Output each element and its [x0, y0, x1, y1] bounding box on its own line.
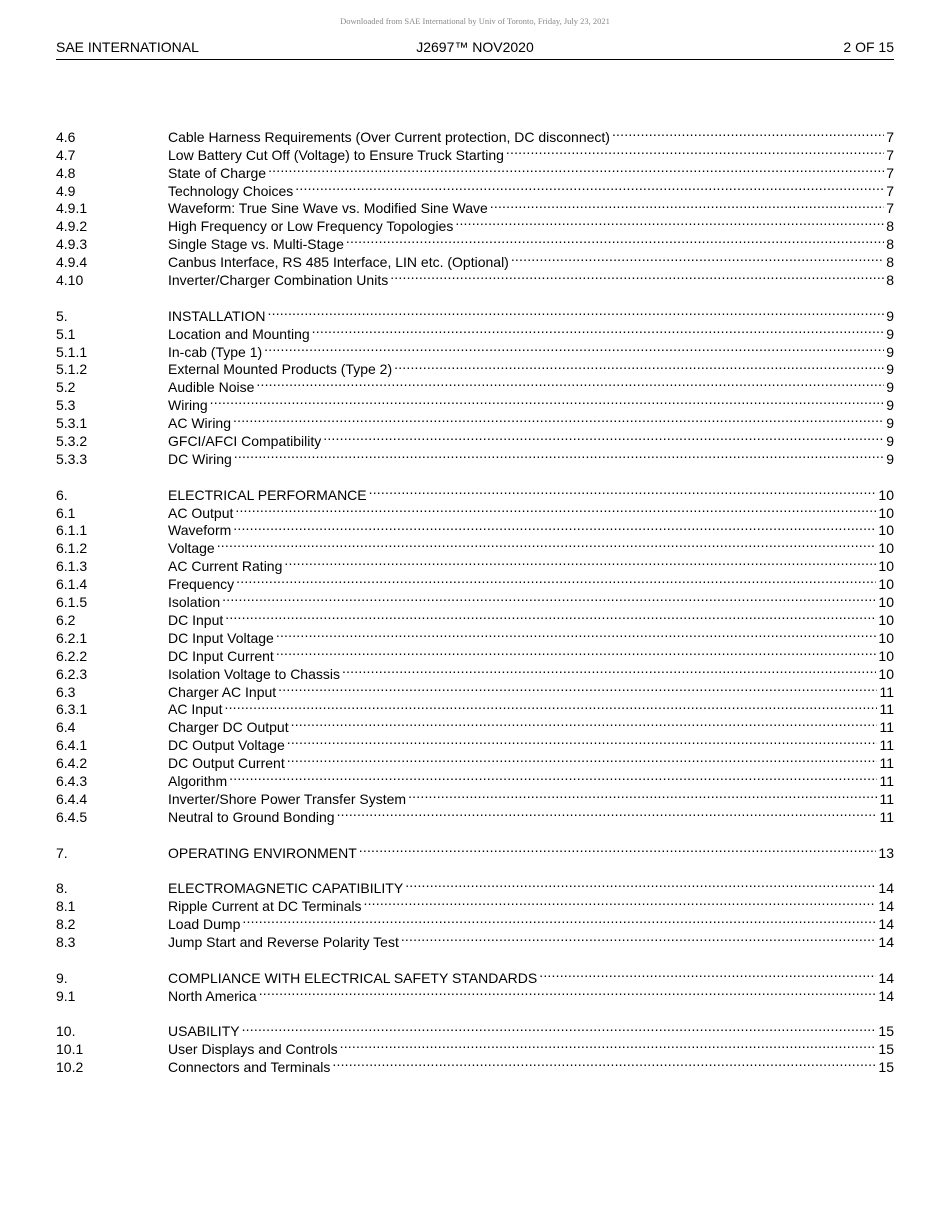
page-header	[56, 39, 894, 60]
toc-leader-dots	[233, 518, 876, 536]
toc-entry-number: 6.4.1	[56, 737, 88, 754]
toc-entry-number: 6.2.2	[56, 647, 88, 664]
toc-entry-number: 5.	[56, 307, 68, 324]
toc-leader-dots	[291, 714, 878, 732]
toc-entry-page: 9	[886, 343, 894, 360]
toc-entry-page: 10	[878, 665, 894, 682]
toc-entry-number: 4.9.4	[56, 254, 88, 271]
toc-entry-page: 14	[878, 933, 894, 950]
toc-entry-page: 9	[886, 450, 894, 467]
toc-entry-page: 11	[879, 755, 894, 772]
toc-entry-title: DC Wiring	[168, 450, 232, 467]
toc-entry-page: 11	[879, 808, 894, 825]
toc-entry-page: 10	[878, 540, 894, 557]
toc-section-group	[56, 965, 894, 1004]
toc-entry-title: Algorithm	[168, 772, 228, 789]
toc-leader-dots	[511, 249, 884, 267]
toc-leader-dots	[284, 553, 876, 571]
toc-entry-title: Isolation	[168, 594, 221, 611]
toc-entry-number: 10.1	[56, 1041, 84, 1058]
toc-entry-title: High Frequency or Low Frequency Topologies	[168, 218, 454, 235]
toc-entry-page: 8	[886, 272, 894, 289]
toc-entry-title: State of Charge	[168, 164, 267, 181]
toc-entry-page: 11	[879, 719, 894, 736]
toc-leader-dots	[233, 410, 884, 428]
toc-leader-dots	[268, 160, 884, 178]
toc-leader-dots	[276, 643, 877, 661]
toc-entry-page: 10	[878, 629, 894, 646]
toc-entry-number: 5.2	[56, 379, 76, 396]
toc-leader-dots	[295, 178, 884, 196]
toc-entry[interactable]	[56, 875, 894, 897]
toc-leader-dots	[337, 804, 878, 822]
toc-entry-number: 6.4.3	[56, 772, 88, 789]
toc-section-group	[56, 875, 894, 950]
toc-leader-dots	[287, 750, 878, 768]
toc-leader-dots	[242, 1019, 877, 1037]
toc-entry-page: 7	[886, 164, 894, 181]
toc-entry-number: 10.	[56, 1023, 76, 1040]
toc-entry-number: 4.9	[56, 182, 76, 199]
toc-entry-number: 4.9.3	[56, 236, 88, 253]
toc-entry-number: 6.1.5	[56, 594, 88, 611]
toc-entry-number: 6.4.4	[56, 790, 88, 807]
toc-entry-page: 11	[879, 701, 894, 718]
toc-entry-page: 10	[878, 504, 894, 521]
toc-leader-dots	[268, 303, 885, 321]
toc-entry-title: Isolation Voltage to Chassis	[168, 665, 340, 682]
toc-entry-number: 6.2	[56, 611, 76, 628]
toc-leader-dots	[332, 1054, 876, 1072]
toc-leader-dots	[287, 732, 878, 750]
toc-entry-page: 14	[878, 898, 894, 915]
toc-leader-dots	[323, 428, 884, 446]
toc-entry-number: 6.	[56, 486, 68, 503]
toc-entry-page: 15	[878, 1041, 894, 1058]
toc-entry-page: 10	[878, 522, 894, 539]
toc-entry-number: 8.	[56, 880, 68, 897]
toc-entry-title: Waveform	[168, 522, 232, 539]
toc-leader-dots	[242, 911, 876, 929]
toc-entry-title: DC Input	[168, 611, 224, 628]
toc-leader-dots	[401, 929, 877, 947]
toc-leader-dots	[506, 142, 884, 160]
toc-entry-title: Voltage	[168, 540, 215, 557]
toc-leader-dots	[259, 983, 877, 1001]
toc-entry-number: 8.2	[56, 916, 76, 933]
table-of-contents	[56, 124, 894, 1090]
toc-entry-title: Location and Mounting	[168, 325, 310, 342]
toc-entry-number: 9.1	[56, 987, 76, 1004]
toc-entry-page: 8	[886, 218, 894, 235]
toc-entry-title: AC Input	[168, 701, 223, 718]
toc-entry-title: Frequency	[168, 576, 235, 593]
toc-leader-dots	[346, 231, 884, 249]
toc-entry-title: North America	[168, 987, 257, 1004]
toc-leader-dots	[278, 679, 877, 697]
toc-entry-number: 7.	[56, 844, 68, 861]
toc-entry-page: 10	[878, 594, 894, 611]
toc-entry-title: Inverter/Shore Power Transfer System	[168, 790, 407, 807]
toc-entry-number: 6.4.2	[56, 755, 88, 772]
toc-entry-title: AC Wiring	[168, 415, 232, 432]
toc-leader-dots	[210, 392, 885, 410]
toc-entry-page: 10	[878, 611, 894, 628]
toc-entry-title: In-cab (Type 1)	[168, 343, 263, 360]
toc-leader-dots	[390, 267, 884, 285]
toc-entry-title: Charger DC Output	[168, 719, 289, 736]
toc-entry-number: 5.3.3	[56, 450, 88, 467]
toc-entry-title: GFCI/AFCI Compatibility	[168, 433, 322, 450]
toc-entry-title: OPERATING ENVIRONMENT	[168, 844, 357, 861]
header-document-id: J2697™ NOV2020	[416, 39, 534, 55]
toc-entry-number: 4.6	[56, 128, 76, 145]
toc-entry-page: 9	[886, 397, 894, 414]
toc-entry[interactable]	[56, 840, 894, 861]
toc-entry-number: 6.1.4	[56, 576, 88, 593]
toc-entry-page: 15	[878, 1059, 894, 1076]
toc-entry-number: 5.1.1	[56, 343, 88, 360]
toc-entry-title: DC Input Voltage	[168, 629, 274, 646]
toc-entry-page: 8	[886, 236, 894, 253]
toc-section-group	[56, 303, 894, 467]
toc-entry-title: Cable Harness Requirements (Over Current protection, DC disconnect)	[168, 128, 610, 145]
toc-leader-dots	[264, 339, 884, 357]
toc-entry-number: 5.3.2	[56, 433, 88, 450]
toc-entry-page: 10	[878, 576, 894, 593]
toc-leader-dots	[256, 374, 884, 392]
toc-entry-number: 9.	[56, 969, 68, 986]
toc-entry-number: 6.1.2	[56, 540, 88, 557]
toc-entry-number: 6.1.1	[56, 522, 88, 539]
toc-leader-dots	[408, 786, 877, 804]
toc-entry-title: Jump Start and Reverse Polarity Test	[168, 933, 399, 950]
toc-entry-page: 7	[886, 200, 894, 217]
toc-entry-page: 7	[886, 182, 894, 199]
toc-entry-title: User Displays and Controls	[168, 1041, 338, 1058]
toc-entry[interactable]	[56, 965, 894, 986]
toc-section-group	[56, 482, 894, 825]
toc-leader-dots	[539, 965, 876, 983]
toc-entry-number: 5.1.2	[56, 361, 88, 378]
toc-entry-title: COMPLIANCE WITH ELECTRICAL SAFETY STANDARDS	[168, 969, 538, 986]
toc-leader-dots	[235, 500, 876, 518]
toc-entry-title: Low Battery Cut Off (Voltage) to Ensure Truck Starting	[168, 146, 504, 163]
toc-entry-page: 11	[879, 790, 894, 807]
toc-entry-title: DC Input Current	[168, 647, 274, 664]
toc-entry-title: AC Current Rating	[168, 558, 283, 575]
toc-entry-page: 10	[878, 486, 894, 503]
toc-leader-dots	[363, 893, 876, 911]
toc-entry-title: ELECTROMAGNETIC CAPATIBILITY	[168, 880, 404, 897]
toc-entry-title: Ripple Current at DC Terminals	[168, 898, 362, 915]
toc-entry-number: 6.3	[56, 683, 76, 700]
toc-entry-title: Load Dump	[168, 916, 241, 933]
toc-section-group	[56, 124, 894, 289]
toc-entry-number: 5.3	[56, 397, 76, 414]
toc-leader-dots	[224, 697, 877, 715]
toc-leader-dots	[225, 607, 876, 625]
toc-entry-title: Connectors and Terminals	[168, 1059, 331, 1076]
toc-entry-page: 10	[878, 647, 894, 664]
toc-entry[interactable]	[56, 303, 894, 324]
toc-entry-page: 9	[886, 361, 894, 378]
toc-entry-page: 7	[886, 146, 894, 163]
toc-entry[interactable]	[56, 124, 894, 145]
toc-entry-title: Inverter/Charger Combination Units	[168, 272, 389, 289]
toc-entry-page: 15	[878, 1023, 894, 1040]
toc-entry-page: 9	[886, 433, 894, 450]
toc-entry-number: 8.3	[56, 933, 76, 950]
toc-entry-title: DC Output Current	[168, 755, 285, 772]
toc-entry-number: 4.10	[56, 272, 84, 289]
toc-leader-dots	[394, 357, 884, 375]
toc-entry-number: 6.3.1	[56, 701, 88, 718]
toc-entry-title: Waveform: True Sine Wave vs. Modified Sine Wave	[168, 200, 488, 217]
toc-section-group	[56, 1019, 894, 1076]
toc-leader-dots	[369, 482, 877, 500]
toc-entry-page: 14	[878, 969, 894, 986]
toc-leader-dots	[342, 661, 876, 679]
toc-entry-page: 9	[886, 415, 894, 432]
toc-leader-dots	[234, 446, 884, 464]
toc-entry-title: External Mounted Products (Type 2)	[168, 361, 393, 378]
toc-leader-dots	[490, 196, 884, 214]
toc-entry-page: 7	[886, 128, 894, 145]
toc-entry-title: INSTALLATION	[168, 307, 266, 324]
toc-entry-page: 9	[886, 379, 894, 396]
toc-entry[interactable]	[56, 482, 894, 503]
toc-entry-page: 14	[878, 987, 894, 1004]
toc-leader-dots	[312, 321, 885, 339]
toc-entry-number: 6.1	[56, 504, 76, 521]
toc-entry-number: 6.4	[56, 719, 76, 736]
toc-entry-number: 8.1	[56, 898, 76, 915]
toc-leader-dots	[236, 571, 876, 589]
header-publisher: SAE INTERNATIONAL	[56, 39, 199, 55]
toc-leader-dots	[455, 213, 884, 231]
toc-leader-dots	[405, 875, 876, 893]
toc-entry-number: 4.9.2	[56, 218, 88, 235]
toc-leader-dots	[229, 768, 877, 786]
toc-entry-page: 14	[878, 916, 894, 933]
toc-entry-page: 9	[886, 307, 894, 324]
toc-entry-title: AC Output	[168, 504, 234, 521]
toc-entry-number: 4.7	[56, 146, 76, 163]
toc-entry-title: Wiring	[168, 397, 208, 414]
toc-leader-dots	[217, 535, 877, 553]
toc-entry-page: 14	[878, 880, 894, 897]
toc-entry-number: 6.2.1	[56, 629, 88, 646]
toc-entry-title: ELECTRICAL PERFORMANCE	[168, 486, 367, 503]
toc-leader-dots	[276, 625, 877, 643]
toc-entry-number: 5.1	[56, 325, 76, 342]
toc-entry-page: 11	[879, 683, 894, 700]
toc-entry-title: DC Output Voltage	[168, 737, 285, 754]
toc-entry-title: Charger AC Input	[168, 683, 277, 700]
toc-entry-title: Audible Noise	[168, 379, 255, 396]
toc-leader-dots	[612, 124, 884, 142]
toc-entry-title: Neutral to Ground Bonding	[168, 808, 335, 825]
toc-entry-page: 10	[878, 558, 894, 575]
toc-entry-title: Technology Choices	[168, 182, 294, 199]
toc-entry-page: 11	[879, 737, 894, 754]
toc-entry-number: 6.2.3	[56, 665, 88, 682]
toc-entry-page: 8	[886, 254, 894, 271]
toc-entry-page: 11	[879, 772, 894, 789]
header-page-number: 2 OF 15	[843, 39, 894, 55]
toc-entry-title: USABILITY	[168, 1023, 240, 1040]
toc-leader-dots	[222, 589, 876, 607]
toc-entry-title: Single Stage vs. Multi-Stage	[168, 236, 344, 253]
toc-entry-page: 9	[886, 325, 894, 342]
toc-entry-number: 6.1.3	[56, 558, 88, 575]
toc-entry-title: Canbus Interface, RS 485 Interface, LIN etc. (Optional)	[168, 254, 509, 271]
toc-entry-number: 6.4.5	[56, 808, 88, 825]
download-watermark: Downloaded from SAE International by Univ of Toronto, Friday, July 23, 2021	[340, 16, 610, 26]
toc-entry-page: 13	[878, 844, 894, 861]
toc-entry-number: 4.9.1	[56, 200, 88, 217]
toc-section-group	[56, 840, 894, 861]
toc-entry-number: 4.8	[56, 164, 76, 181]
toc-entry-number: 5.3.1	[56, 415, 88, 432]
toc-leader-dots	[340, 1036, 877, 1054]
toc-entry-number: 10.2	[56, 1059, 84, 1076]
toc-leader-dots	[359, 840, 877, 858]
toc-entry[interactable]	[56, 1019, 894, 1040]
